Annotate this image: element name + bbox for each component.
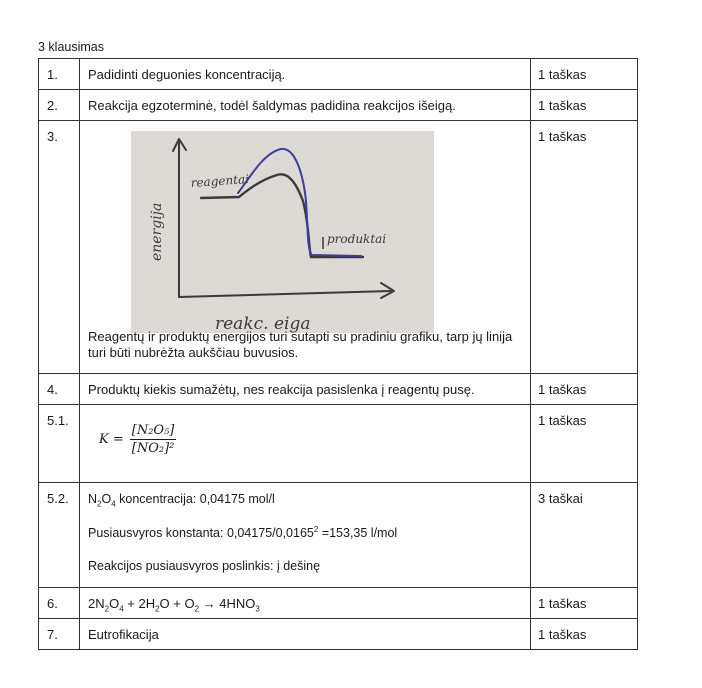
- table-row: [39, 59, 638, 90]
- energy-diagram-sketch: [131, 131, 434, 333]
- answer-table: [38, 58, 638, 650]
- question-heading: 3 klausimas: [38, 40, 104, 54]
- answer-cell: [80, 405, 531, 483]
- answer-text: Padidinti deguonies koncentraciją.: [88, 67, 286, 82]
- points-cell: [531, 90, 638, 121]
- text-part: O: [101, 492, 112, 506]
- axes: [173, 139, 394, 298]
- formula-fraction: [130, 423, 177, 456]
- table-row: [39, 121, 638, 374]
- equilibrium-constant-formula: [99, 423, 176, 456]
- row-number-cell: [39, 121, 80, 374]
- diagram-products-label: produktai: [327, 232, 387, 246]
- row-number: 5.1.: [47, 413, 69, 428]
- diagram-x-label: reakc. eiga: [215, 314, 311, 333]
- subscript: 2: [104, 604, 110, 614]
- answer-text: Reakcija egzoterminė, todėl šaldymas padidina reakcijos išeigą.: [88, 98, 456, 113]
- points-label: 1 taškas: [538, 382, 587, 397]
- table-row: [39, 483, 638, 588]
- text-part: O + O: [159, 596, 195, 611]
- points-label: 3 taškai: [538, 491, 583, 506]
- row-number: 7.: [47, 627, 58, 642]
- answer-cell: [80, 59, 531, 90]
- points-label: 1 taškas: [538, 129, 587, 144]
- table-row: [39, 374, 638, 405]
- answer-text: Eutrofikacija: [88, 627, 159, 642]
- formula-denominator: [NO₂]²: [131, 441, 175, 456]
- text-part: =153,35 l/mol: [318, 526, 398, 540]
- subscript: 4: [119, 604, 124, 614]
- subscript: 2: [97, 499, 102, 509]
- superscript: 2: [313, 524, 319, 534]
- points-label: 1 taškas: [538, 596, 587, 611]
- row-number-cell: [39, 374, 80, 405]
- answer-text: Produktų kiekis sumažėtų, nes reakcija pasislenka į reagentų pusę.: [88, 382, 475, 397]
- table-row: [39, 90, 638, 121]
- points-label: 1 taškas: [538, 413, 587, 428]
- energy-diagram-drawing: [131, 131, 434, 333]
- graph-caption: Reagentų ir produktų energijos turi sutapti su pradiniu grafiku, tarp jų linija turi būti nubrėžta aukščiau buvusios.: [88, 329, 513, 360]
- answer-cell: [80, 90, 531, 121]
- answer-cell: [80, 619, 531, 650]
- points-cell: [531, 405, 638, 483]
- points-cell: [531, 59, 638, 90]
- table-row: [39, 619, 638, 650]
- points-cell: [531, 588, 638, 619]
- text-part: koncentracija: 0,04175 mol/l: [115, 492, 275, 506]
- points-label: 1 taškas: [538, 67, 587, 82]
- row-number-cell: [39, 483, 80, 588]
- row-number: 6.: [47, 596, 58, 611]
- points-cell: [531, 619, 638, 650]
- answer-cell: [80, 588, 531, 619]
- answer-cell: [80, 374, 531, 405]
- row-number-cell: [39, 90, 80, 121]
- row-number: 3.: [47, 129, 58, 144]
- points-cell: [531, 374, 638, 405]
- row-number-cell: [39, 619, 80, 650]
- table-row: [39, 588, 638, 619]
- points-cell: [531, 483, 638, 588]
- table-row: [39, 405, 638, 483]
- row-number: 4.: [47, 382, 58, 397]
- answer-cell: [80, 483, 531, 588]
- points-label: 1 taškas: [538, 98, 587, 113]
- row-number-cell: [39, 59, 80, 90]
- concentration-line: [88, 492, 275, 509]
- reaction-equation: [80, 588, 530, 614]
- subscript: 3: [255, 604, 260, 614]
- row-number-cell: [39, 588, 80, 619]
- points-label: 1 taškas: [538, 627, 587, 642]
- answer-cell: [80, 121, 531, 374]
- row-number: 1.: [47, 67, 58, 82]
- subscript: 2: [155, 604, 160, 614]
- subscript: 2: [194, 604, 200, 614]
- row-number: 5.2.: [47, 491, 69, 506]
- text-part: → 4HNO: [199, 596, 256, 611]
- x-axis: [179, 291, 391, 297]
- constant-line: [88, 526, 397, 540]
- formula-lhs: K =: [99, 432, 124, 447]
- diagram-y-label: energija: [149, 202, 165, 261]
- text-part: O: [109, 596, 120, 611]
- text-part: + 2H: [123, 596, 156, 611]
- diagram-reagents-label: reagentai: [190, 171, 250, 190]
- row-number-cell: [39, 405, 80, 483]
- formula-numerator: [N₂O₅]: [131, 423, 175, 438]
- row-number: 2.: [47, 98, 58, 113]
- points-cell: [531, 121, 638, 374]
- text-part: 2N: [88, 596, 105, 611]
- subscript: 4: [111, 499, 116, 509]
- shift-line: Reakcijos pusiausvyros poslinkis: į dešinę: [88, 559, 321, 573]
- text-part: N: [88, 492, 98, 506]
- text-part: Pusiausvyros konstanta: 0,04175/0,0165: [88, 526, 314, 540]
